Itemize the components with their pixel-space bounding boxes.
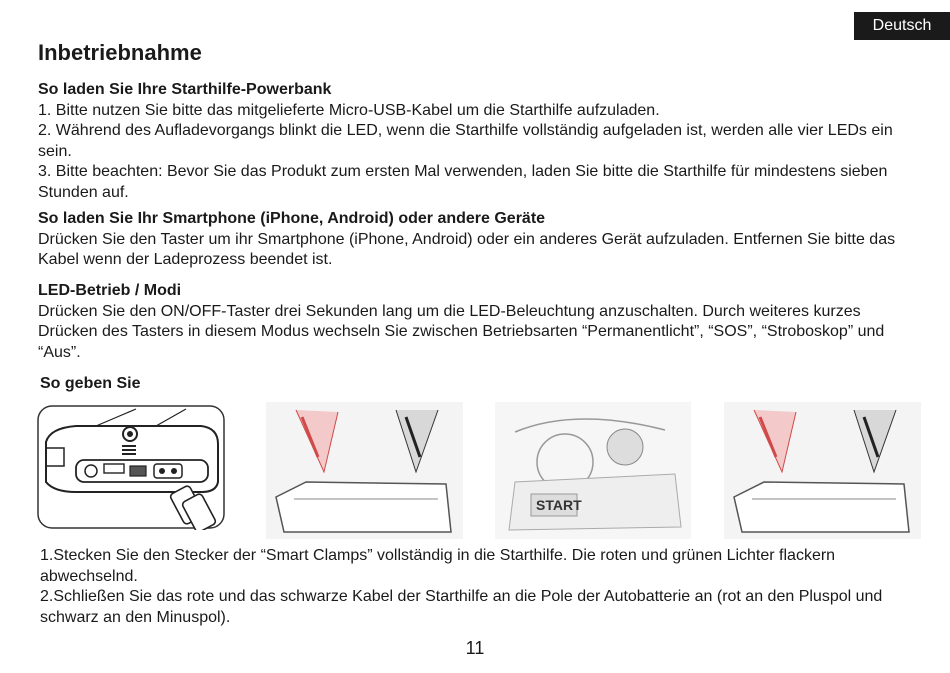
paragraph-line: 1. Bitte nutzen Sie bitte das mitgelieferte Micro-USB-Kabel um die Starthilfe aufzuladen. <box>38 101 660 119</box>
section-heading: So laden Sie Ihre Starthilfe-Powerbank <box>38 81 332 98</box>
section-charge-powerbank <box>38 80 918 203</box>
page-title: Inbetriebnahme <box>38 40 202 65</box>
language-tab: Deutsch <box>854 12 950 40</box>
illustration-strip <box>36 402 921 539</box>
instruction-line: 1.Stecken Sie den Stecker der “Smart Clamps” vollständig in die Starthilfe. Die roten und grünen Lichter flackern abwechselnd. <box>40 547 836 585</box>
start-label: START <box>536 497 582 513</box>
clamps-connected-illustration <box>724 402 921 539</box>
section-heading: So geben Sie <box>40 375 141 392</box>
instruction-line: 2.Schließen Sie das rote und das schwarze Kabel der Starthilfe an die Pole der Autobatterie an (rot an den Pluspol und schwarz an den Minuspol). <box>40 588 883 626</box>
instructions <box>40 546 920 628</box>
section-heading: So laden Sie Ihr Smartphone (iPhone, Android) oder andere Geräte <box>38 210 546 227</box>
page-number: 11 <box>465 638 485 658</box>
paragraph-line: Drücken Sie den ON/OFF-Taster drei Sekunden lang um die LED-Beleuchtung anzuschalten. Durch weiteres kurzes Drücken des Tasters in diesem Modus wechseln Sie zwischen Betriebsarten “Permanentlicht”, “SOS”, “Stroboskop” und “Aus”. <box>38 302 885 361</box>
section-jump-start <box>40 374 920 395</box>
paragraph-line: Drücken Sie den Taster um ihr Smartphone (iPhone, Android) oder ein anderes Gerät aufzuladen. Entfernen Sie bitte das Kabel wenn der Ladeprozess beendet ist. <box>38 230 896 268</box>
paragraph-line: 2. Während des Aufladevorgangs blinkt die LED, wenn die Starthilfe vollständig aufgeladen ist, werden alle vier LEDs ein sein. <box>38 122 893 160</box>
device-illustration <box>36 404 226 530</box>
clamps-illustration <box>266 402 463 539</box>
start-engine-illustration <box>495 402 691 539</box>
section-heading: LED-Betrieb / Modi <box>38 282 182 299</box>
paragraph-line: 3. Bitte beachten: Bevor Sie das Produkt zum ersten Mal verwenden, laden Sie bitte die Starthilfe für mindestens sieben Stunden auf. <box>38 163 888 201</box>
section-led-modes <box>38 281 918 363</box>
section-charge-smartphone <box>38 209 918 271</box>
